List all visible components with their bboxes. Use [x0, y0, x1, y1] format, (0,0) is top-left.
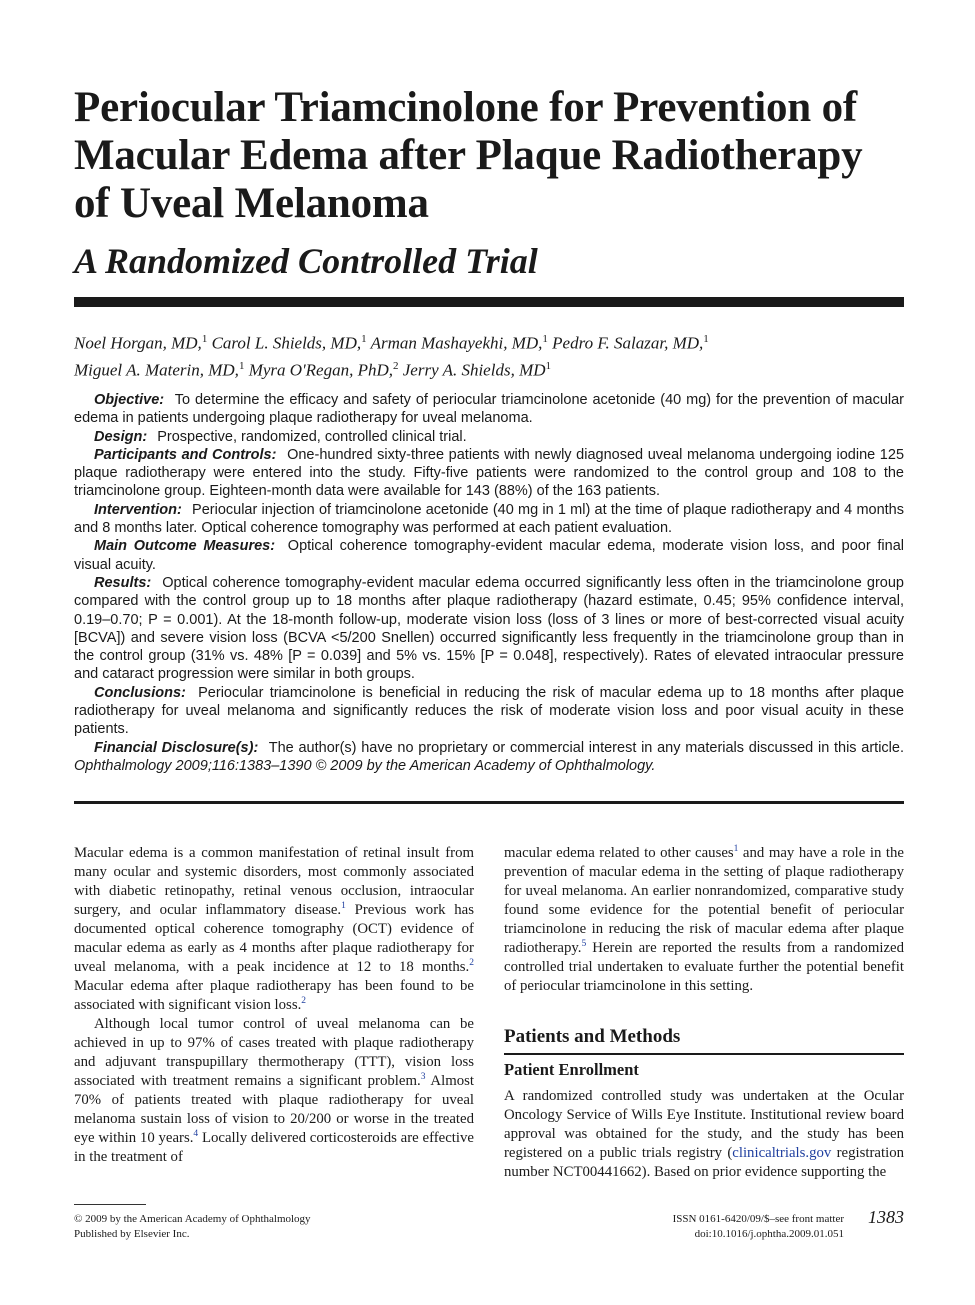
author-name: Jerry A. Shields, MD [402, 360, 546, 380]
section-divider [504, 1053, 904, 1055]
author-name: Pedro F. Salazar, MD, [552, 333, 704, 353]
abstract-text: Optical coherence tomography-evident macular edema, moderate vision loss, and poor final visual acuity. [74, 538, 904, 573]
abstract-text: To determine the efficacy and safety of periocular triamcinolone acetonide (40 mg) for the prevention of macular edema in patients undergoing plaque radiotherapy for uveal melanoma. [74, 392, 904, 427]
affiliation-mark: 1 [238, 359, 245, 372]
body-paragraph [74, 1015, 474, 1167]
author-line [74, 328, 904, 355]
section-heading: Patients and Methods [504, 1026, 681, 1047]
reference-link[interactable]: 1 [733, 844, 739, 855]
body-text: Almost 70% of patients treated with plaque radiotherapy for uveal melanoma sustain loss of vision to 20/200 or worse in the treated eye within 10 years. [74, 1073, 474, 1146]
abstract-text: Prospective, randomized, controlled clinical trial. [157, 428, 467, 445]
reference-link[interactable]: 4 [193, 1129, 199, 1140]
abstract-label: Participants and Controls: [94, 446, 277, 463]
body-text: A randomized controlled study was undertaken at the Ocular Oncology Service of Wills Eye Institute. Institutional review board approval was obtained for the study, and the study has been registered on a public trials registry ( [504, 1088, 904, 1161]
subsection-heading: Patient Enrollment [504, 1060, 639, 1079]
abstract-outcomes [74, 537, 904, 574]
body-text: Previous work has documented optical coherence tomography (OCT) evidence of macular edema as early as 4 months after plaque radiotherapy for uveal melanoma, with a peak incidence at 12 to 18 months. [74, 902, 474, 975]
reference-link[interactable]: 3 [420, 1072, 426, 1083]
body-text: Locally delivered corticosteroids are effective in the treatment of [74, 1130, 474, 1165]
body-text: Herein are reported the results from a randomized controlled trial undertaken to evaluate further the potential benefit of periocular triamcinolone in this setting. [504, 940, 904, 994]
abstract-label: Objective: [94, 392, 165, 408]
abstract-participants [74, 446, 904, 501]
affiliation-mark: 1 [703, 333, 709, 345]
reference-link[interactable]: 2 [469, 958, 474, 969]
article-subtitle: A Randomized Controlled Trial [74, 241, 538, 281]
abstract-label: Financial Disclosure(s): [94, 739, 259, 756]
affiliation-mark: 1 [542, 333, 548, 345]
doi-link[interactable]: doi:10.1016/j.ophtha.2009.01.051 [694, 1228, 844, 1240]
copyright-text: © 2009 by the American Academy of Ophthalmology [74, 1213, 311, 1225]
reference-link[interactable]: 1 [341, 901, 346, 912]
abstract-label: Design: [94, 428, 148, 445]
body-text: registration number NCT00441662). Based on prior evidence supporting the [504, 1145, 904, 1180]
author-name: Myra O'Regan, PhD, [248, 360, 394, 380]
abstract-design [74, 428, 904, 446]
author-name: Miguel A. Materin, MD, [74, 360, 239, 380]
footer-identifiers [673, 1212, 844, 1242]
body-text: Macular edema is a common manifestation of retinal insult from many ocular and systemic disorders, most commonly associated with diabetic retinopathy, retinal venous occlusion, intraocular surgery, and ocular inflammatory disease. [74, 845, 474, 918]
abstract-text: The author(s) have no proprietary or commercial interest in any materials discussed in this article. [268, 739, 904, 756]
abstract-text: Optical coherence tomography-evident macular edema occurred significantly less often in the triamcinolone group compared with the control group up to 18 months after plaque radiotherapy (hazard estimate, 0.45; 95% confidence interval, 0.19–0.70; P = 0.001). At the 18-month follow-up, moderate vision loss (loss of 3 lines or more of best-corrected visual acuity [BCVA]) and severe vision loss (BCVA <5/200 Snellen) occurred significantly less frequently in the triamcinolone group than in the control group (31% vs. 48% [P = 0.039] and 5% vs. 15% [P = 0.048], respectively). Rates of elevated intraocular pressure and cataract progression were similar in both groups. [74, 574, 904, 683]
page-number: 1383 [868, 1207, 904, 1227]
footer-copyright [74, 1212, 311, 1242]
reference-link[interactable]: 5 [581, 939, 587, 950]
abstract-text: One-hundred sixty-three patients with newly diagnosed uveal melanoma undergoing iodine 125 plaque radiotherapy were entered into the study. Fifty-five patients were randomized to the control group and 108 to the triamcinolone group. Eighteen-month data were available for 143 (88%) of the 163 patients. [74, 446, 905, 500]
publisher-text: Published by Elsevier Inc. [74, 1228, 190, 1240]
issn-text: ISSN 0161-6420/09/$–see front matter [672, 1213, 844, 1225]
footer-divider [74, 1204, 146, 1205]
abstract-label: Intervention: [94, 501, 182, 518]
registry-link[interactable]: clinicaltrials.gov [732, 1145, 832, 1161]
affiliation-mark: 1 [545, 359, 552, 372]
abstract-disclosure [74, 739, 904, 776]
affiliation-mark: 2 [393, 359, 399, 372]
abstract-label: Results: [94, 574, 152, 591]
body-text: macular edema related to other causes [504, 845, 734, 861]
body-text: Although local tumor control of uveal melanoma can be achieved in up to 97% of cases treated with plaque radiotherapy and adjuvant transpupillary thermotherapy (TTT), vision loss associated with treatment remains a significant problem. [74, 1016, 474, 1089]
abstract-conclusions [74, 684, 904, 739]
body-column-right [504, 844, 904, 1182]
abstract-intervention [74, 501, 904, 538]
abstract-label: Conclusions: [94, 684, 186, 701]
abstract-text: Periocular triamcinolone is beneficial in reducing the risk of macular edema up to 18 months after plaque radiotherapy for uveal melanoma and significantly reduces the risk of moderate vision loss and poor visual acuity in these patients. [74, 684, 905, 738]
author-name: Noel Horgan, MD, [74, 333, 202, 353]
body-paragraph [504, 1087, 904, 1182]
abstract-results [74, 574, 904, 684]
reference-link[interactable]: 2 [301, 996, 307, 1007]
affiliation-mark: 1 [201, 333, 208, 345]
body-text: Macular edema after plaque radiotherapy has been found to be associated with significant vision loss. [74, 978, 474, 1013]
abstract-objective [74, 391, 904, 428]
affiliation-mark: 1 [361, 333, 367, 345]
author-line [74, 355, 904, 382]
body-paragraph [74, 844, 474, 1015]
abstract-text: Periocular injection of triamcinolone acetonide (40 mg in 1 ml) at the time of plaque radiotherapy and 4 months and 8 months later. Optical coherence tomography was performed at each patient evaluation. [74, 501, 905, 537]
abstract-label: Main Outcome Measures: [94, 538, 276, 555]
journal-citation: Ophthalmology 2009;116:1383–1390 © 2009 by the American Academy of Ophthalmology. [74, 757, 656, 774]
article-title: Periocular Triamcinolone for Prevention of Macular Edema after Plaque Radiotherapy of Uveal Melanoma [74, 84, 863, 227]
author-name: Carol L. Shields, MD, [211, 333, 362, 353]
abstract [74, 391, 904, 775]
body-column-left [74, 844, 474, 1167]
author-name: Arman Mashayekhi, MD, [370, 333, 543, 353]
body-text: and may have a role in the prevention of macular edema in the setting of plaque radiotherapy for uveal melanoma. An earlier nonrandomized, comparative study found some evidence for the potential benefit of periocular triamcinolone in reducing the risk of macular edema after plaque radiotherapy. [504, 845, 904, 956]
title-divider [74, 297, 904, 307]
body-paragraph [504, 844, 904, 996]
abstract-divider [74, 801, 904, 804]
author-list [74, 328, 904, 381]
